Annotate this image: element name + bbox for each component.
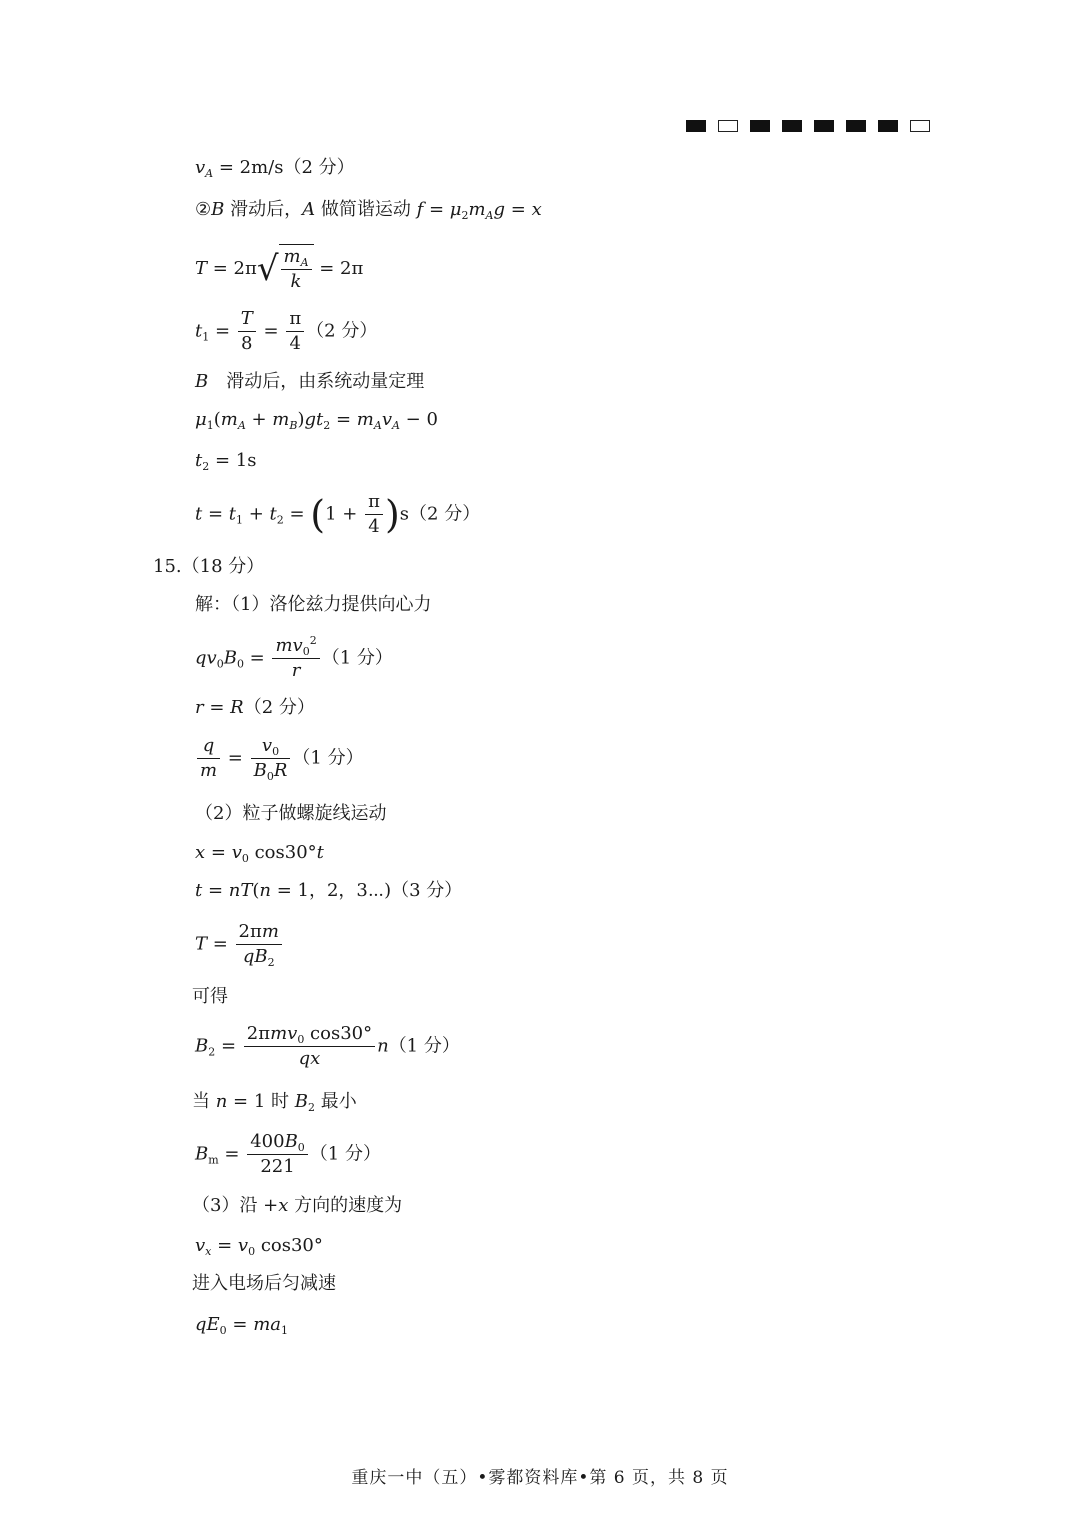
text-uniform-deceleration: 进入电场后匀减速: [192, 1273, 336, 1294]
eq-x: $x = v_0$ cos30°t: [195, 842, 324, 865]
text-n-equals-1: 当 n = 1 时 $B_2$ 最小: [192, 1091, 357, 1114]
text-b-slides-shm: ②B 滑动后，A 做简谐运动 $f = \mu_2m_Ag = x$: [195, 199, 542, 222]
eq-t2: $t_2 = 1s$: [195, 450, 257, 473]
eq-vx: $v_x = v_0$ cos30°: [195, 1235, 323, 1258]
question-15-heading: 15.（18 分）: [153, 556, 265, 577]
eq-t-nT: t = nT(n = 1，2，3⋯)（3 分）: [195, 880, 463, 901]
eq-period-T: T = 2π√ $\frac{m_A}{k}$ = 2π: [195, 246, 364, 292]
header-mark-hollow: [910, 120, 930, 132]
text-momentum-theorem: B 滑动后，由系统动量定理: [195, 371, 425, 392]
header-mark-solid: [782, 120, 802, 132]
header-mark-hollow: [718, 120, 738, 132]
text-solution-3: （3）沿 +x 方向的速度为: [192, 1195, 403, 1216]
eq-lorentz: $qv_0B_0$ = $\frac{mv_0^2}{r}$ （1 分）: [195, 634, 393, 681]
eq-t-total: $t = t_1 + t_2 = (1$ + $\frac{\pi}{4}$ )s（2 分）: [195, 491, 481, 537]
header-mark-solid: [878, 120, 898, 132]
text-solution-2: （2）粒子做螺旋线运动: [195, 803, 387, 824]
header-mark-solid: [814, 120, 834, 132]
eq-Bm: $B_m$ = $\frac{400B_0}{221}$ （1 分）: [195, 1131, 381, 1177]
eq-qE0: $qE_0 = ma_1$: [195, 1314, 289, 1337]
eq-r-equals-R: r = R（2 分）: [195, 697, 315, 718]
page-footer: 重庆一中（五）•雾都资料库•第 6 页，共 8 页: [351, 1468, 729, 1488]
header-mark-solid: [846, 120, 866, 132]
eq-momentum: $\mu_1(m_A + m_B)gt_2 = m_Av_A - 0$: [195, 409, 438, 432]
text-thus: 可得: [192, 986, 228, 1007]
header-mark-solid: [686, 120, 706, 132]
eq-t1: $t_1$ = $\frac{T}{8}$ = $\frac{\pi}{4}$ （2 分）: [195, 308, 378, 354]
eq-va: $v_A = 2m/s(2$ 分）: [195, 157, 355, 180]
eq-q-over-m: $\frac{q}{m}$ = $\frac{v_0}{B_0R}$ （1 分）: [195, 734, 364, 783]
header-marks: [686, 120, 930, 132]
header-mark-solid: [750, 120, 770, 132]
eq-T-2pim: T = $\frac{2\pi m}{qB_2}$: [195, 920, 284, 969]
text-solution-1: 解：（1）洛伦兹力提供向心力: [195, 594, 432, 615]
eq-B2: $B_2$ = $\frac{2\pi mv_0 \cos 30^\circ}{qx}$ n（1 分）: [195, 1023, 460, 1069]
